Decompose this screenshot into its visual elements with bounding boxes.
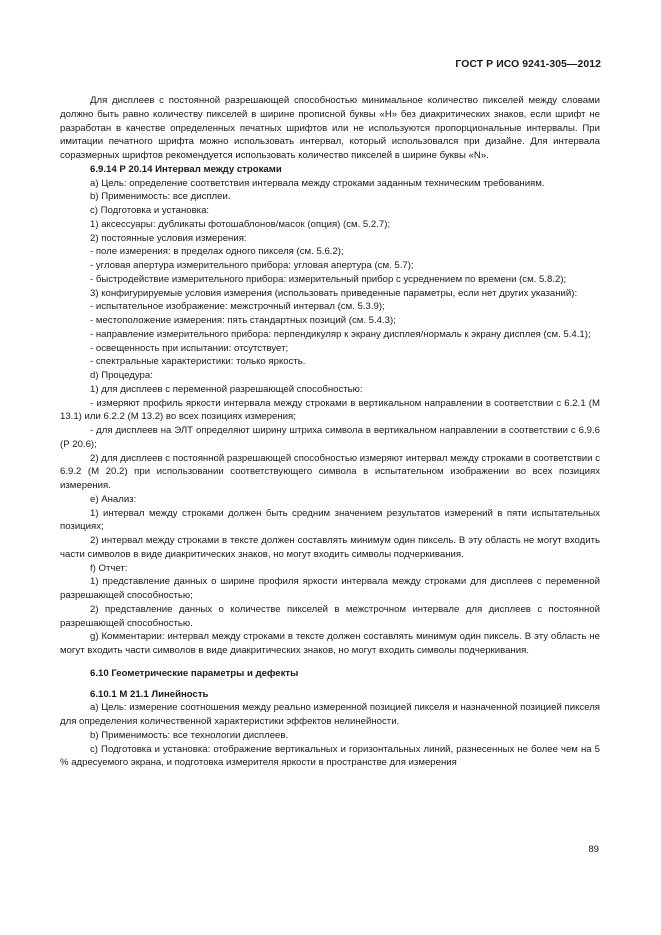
paragraph: a) Цель: определение соответствия интервала между строками заданным техническим требованиям.: [90, 177, 545, 189]
paragraph: - измеряют профиль яркости интервала между строками в вертикальном направлении в соответствии с 6.2.1 (М 13.1) или 6.2.2 (М 13.2) во всех позициях измерения;: [60, 397, 600, 423]
paragraph: - местоположение измерения: пять стандартных позиций (см. 5.4.3);: [90, 315, 396, 326]
paragraph: 2) интервал между строками в тексте должен составлять минимум один пиксель. В эту область не могут входить части символов в виде диакритических знаков, но могут входить символы подчеркивания.: [60, 535, 600, 560]
page-number: 89: [588, 844, 599, 855]
paragraph: g) Комментарии: интервал между строками в тексте должен составлять минимум один пиксель. В эту область не могут входить части символов в виде диакритических знаков, но могут входить символы подчеркивания.: [60, 631, 600, 656]
paragraph: e) Анализ:: [90, 493, 137, 505]
paragraph: - угловая апертура измерительного прибора: угловая апертура (см. 5.7);: [90, 260, 414, 271]
paragraph: 2) для дисплеев с постоянной разрешающей способностью измеряют интервал между строками в соответствии с 6.9.2 (М 20.2) при использовании соответствующего символа в испытательном изображении во всех позициях измерения.: [60, 452, 600, 491]
paragraph: 3) конфигурируемые условия измерения (использовать приведенные параметры, если нет других указаний):: [90, 287, 578, 299]
section-heading: 6.9.14 Р 20.14 Интервал между строками: [90, 163, 282, 175]
paragraph: - спектральные характеристики: только яркость.: [90, 356, 306, 368]
paragraph: - поле измерения: в пределах одного пикселя (см. 5.6.2);: [90, 246, 344, 258]
paragraph: 1) представление данных о ширине профиля яркости интервала между строками для дисплеев с переменной разрешающей способностью;: [60, 576, 600, 601]
paragraph: b) Применимость: все дисплеи.: [90, 191, 231, 203]
paragraph: c) Подготовка и установка:: [90, 205, 210, 216]
paragraph: - испытательное изображение: межстрочный интервал (см. 5.3.9);: [90, 301, 385, 313]
paragraph: - для дисплеев на ЭЛТ определяют ширину штриха символа в вертикальном направлении в соответствии с 6.9.6 (Р 20.6);: [60, 425, 600, 450]
paragraph: Для дисплеев с постоянной разрешающей способностью минимальное количество пикселей между словами должно быть равно количеству пикселей в ширине прописной буквы «Н» без диакритических знаков, если шрифт не разработан в качестве определенных печатных шрифтов или не используются пропорциональные интервалы. При имитации печатного шрифта можно использовать интервал, который использовался при дизайне. Для интервала соразмерных шрифтов рекомендуется использовать количество пикселей в ширине буквы «N».: [60, 95, 600, 161]
paragraph: 1) для дисплеев с переменной разрешающей способностью:: [90, 383, 363, 395]
paragraph: f) Отчет:: [90, 562, 128, 574]
paragraph: a) Цель: измерение соотношения между реально измеренной позицией пикселя и назначенной позицией пикселя для определения количественной характеристики эффектов нелинейности.: [60, 702, 600, 727]
paragraph: - быстродействие измерительного прибора: измерительный прибор с усреднением по времени (см. 5.8.2);: [90, 273, 567, 285]
paragraph: b) Применимость: все технологии дисплеев.: [90, 729, 289, 741]
paragraph: 2) представление данных о количестве пикселей в межстрочном интервале для дисплеев с постоянной разрешающей способностью.: [60, 603, 600, 629]
document-body: [60, 94, 600, 770]
paragraph: 1) интервал между строками должен быть средним значением результатов измерений в пяти испытательных позициях;: [60, 507, 600, 533]
document-header: ГОСТ Р ИСО 9241-305—2012: [455, 59, 601, 70]
paragraph: d) Процедура:: [90, 370, 153, 381]
section-heading: 6.10.1 М 21.1 Линейность: [90, 688, 209, 700]
section-heading: 6.10 Геометрические параметры и дефекты: [90, 667, 299, 679]
paragraph: 1) аксессуары: дубликаты фотошаблонов/масок (опция) (см. 5.2.7);: [90, 218, 391, 230]
paragraph: - направление измерительного прибора: перпендикуляр к экрану дисплея/нормаль к экрану дисплея (см. 5.4.1);: [90, 328, 591, 340]
paragraph: - освещенность при испытании: отсутствует;: [90, 342, 289, 354]
paragraph: 2) постоянные условия измерения:: [90, 232, 247, 244]
paragraph: c) Подготовка и установка: отображение вертикальных и горизонтальных линий, разнесенных не более чем на 5 % адресуемого экрана, и подготовка измерителя яркости в пространстве для измерения: [60, 743, 600, 769]
